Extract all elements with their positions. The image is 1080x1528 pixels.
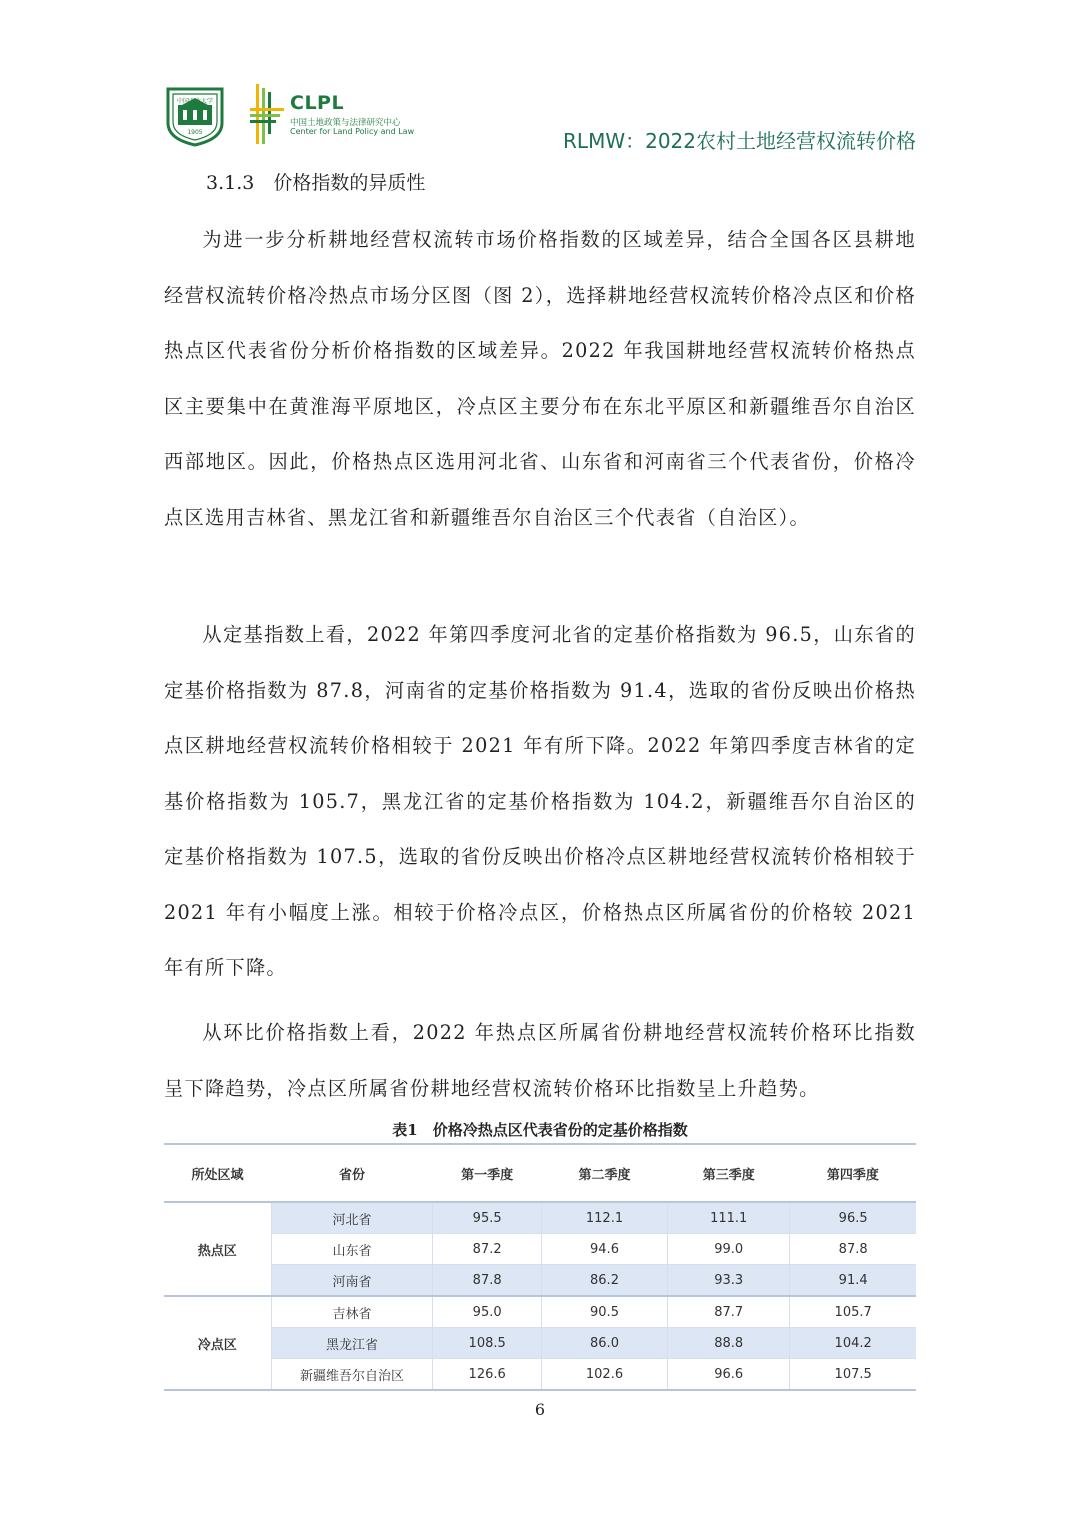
- value-cell: 87.2: [433, 1234, 542, 1265]
- value-cell: 111.1: [668, 1202, 790, 1234]
- table-caption: 表1 价格冷热点区代表省份的定基价格指数: [392, 1121, 688, 1139]
- value-cell: 87.8: [433, 1265, 542, 1297]
- seal-year: 1905: [187, 129, 203, 136]
- header-q3: 第三季度: [668, 1144, 790, 1202]
- value-cell: 108.5: [433, 1328, 542, 1359]
- value-cell: 94.6: [541, 1234, 667, 1265]
- price-index-table: [164, 1143, 916, 1391]
- table-row: [164, 1265, 916, 1297]
- paragraph-1: 为进一步分析耕地经营权流转市场价格指数的区域差异，结合全国各区县耕地经营权流转价格冷热点市场分区图（图 2），选择耕地经营权流转价格冷点区和价格热点区代表省份分析价格指数的区域差异。2022 年我国耕地经营权流转价格热点区主要集中在黄淮海平原地区，冷点区主要分布在东北平原区和新疆维吾尔自治区西部地区。因此，价格热点区选用河北省、山东省和河南省三个代表省份，价格冷点区选用吉林省、黑龙江省和新疆维吾尔自治区三个代表省（自治区）。: [164, 228, 916, 529]
- clpl-mark-icon: [248, 82, 288, 148]
- value-cell: 112.1: [541, 1202, 667, 1234]
- value-cell: 86.0: [541, 1328, 667, 1359]
- clpl-name: CLPL: [290, 92, 345, 114]
- clpl-english-name: Center for Land Policy and Law: [290, 127, 415, 136]
- value-cell: 96.6: [668, 1359, 790, 1391]
- header-q4: 第四季度: [790, 1144, 916, 1202]
- province-cell: 吉林省: [271, 1296, 433, 1328]
- clpl-chinese-name: 中国土地政策与法律研究中心: [290, 118, 401, 128]
- section-heading: 3.1.3 价格指数的异质性: [206, 172, 426, 194]
- value-cell: 93.3: [668, 1265, 790, 1297]
- value-cell: 91.4: [790, 1265, 916, 1297]
- value-cell: 107.5: [790, 1359, 916, 1391]
- value-cell: 88.8: [668, 1328, 790, 1359]
- header-q1: 第一季度: [433, 1144, 542, 1202]
- value-cell: 105.7: [790, 1296, 916, 1328]
- value-cell: 102.6: [541, 1359, 667, 1391]
- paragraph-3: 从环比价格指数上看，2022 年热点区所属省份耕地经营权流转价格环比指数呈下降趋势，冷点区所属省份耕地经营权流转价格环比指数呈上升趋势。: [164, 1021, 916, 1100]
- report-header-title: RLMW：2022农村土地经营权流转价格: [563, 129, 916, 153]
- table-row: [164, 1328, 916, 1359]
- table-row: [164, 1202, 916, 1234]
- table-header-row: [164, 1144, 916, 1202]
- seal-title: 中国农业大学: [176, 98, 214, 105]
- paragraph-2: 从定基指数上看，2022 年第四季度河北省的定基价格指数为 96.5，山东省的定基价格指数为 87.8，河南省的定基价格指数为 91.4，选取的省份反映出价格热点区耕地经营权流转价格相较于 2021 年有所下降。2022 年第四季度吉林省的定基价格指数为 105.7，黑龙江省的定基价格指数为 104.2，新疆维吾尔自治区的定基价格指数为 107.5，选取的省份反映出价格冷点区耕地经营权流转价格相较于 2021 年有小幅度上涨。相较于价格冷点区，价格热点区所属省份的价格较 2021 年有所下降。: [164, 623, 916, 979]
- province-cell: 新疆维吾尔自治区: [271, 1359, 433, 1391]
- region-cell-hot: 热点区: [164, 1202, 271, 1296]
- value-cell: 99.0: [668, 1234, 790, 1265]
- value-cell: 95.0: [433, 1296, 542, 1328]
- header-q2: 第二季度: [541, 1144, 667, 1202]
- region-cell-cold: 冷点区: [164, 1296, 271, 1390]
- header-province: 省份: [271, 1144, 433, 1202]
- value-cell: 126.6: [433, 1359, 542, 1391]
- value-cell: 86.2: [541, 1265, 667, 1297]
- header-logos: [164, 82, 428, 148]
- value-cell: 95.5: [433, 1202, 542, 1234]
- value-cell: 87.7: [668, 1296, 790, 1328]
- table-row: [164, 1359, 916, 1391]
- clpl-logo: [248, 82, 428, 148]
- value-cell: 90.5: [541, 1296, 667, 1328]
- province-cell: 河南省: [271, 1265, 433, 1297]
- header-region: 所处区域: [164, 1144, 271, 1202]
- value-cell: 87.8: [790, 1234, 916, 1265]
- page-number: 6: [534, 1400, 546, 1419]
- province-cell: 黑龙江省: [271, 1328, 433, 1359]
- value-cell: 96.5: [790, 1202, 916, 1234]
- table-row: [164, 1296, 916, 1328]
- table-row: [164, 1234, 916, 1265]
- university-seal-logo: [164, 83, 226, 147]
- province-cell: 山东省: [271, 1234, 433, 1265]
- province-cell: 河北省: [271, 1202, 433, 1234]
- value-cell: 104.2: [790, 1328, 916, 1359]
